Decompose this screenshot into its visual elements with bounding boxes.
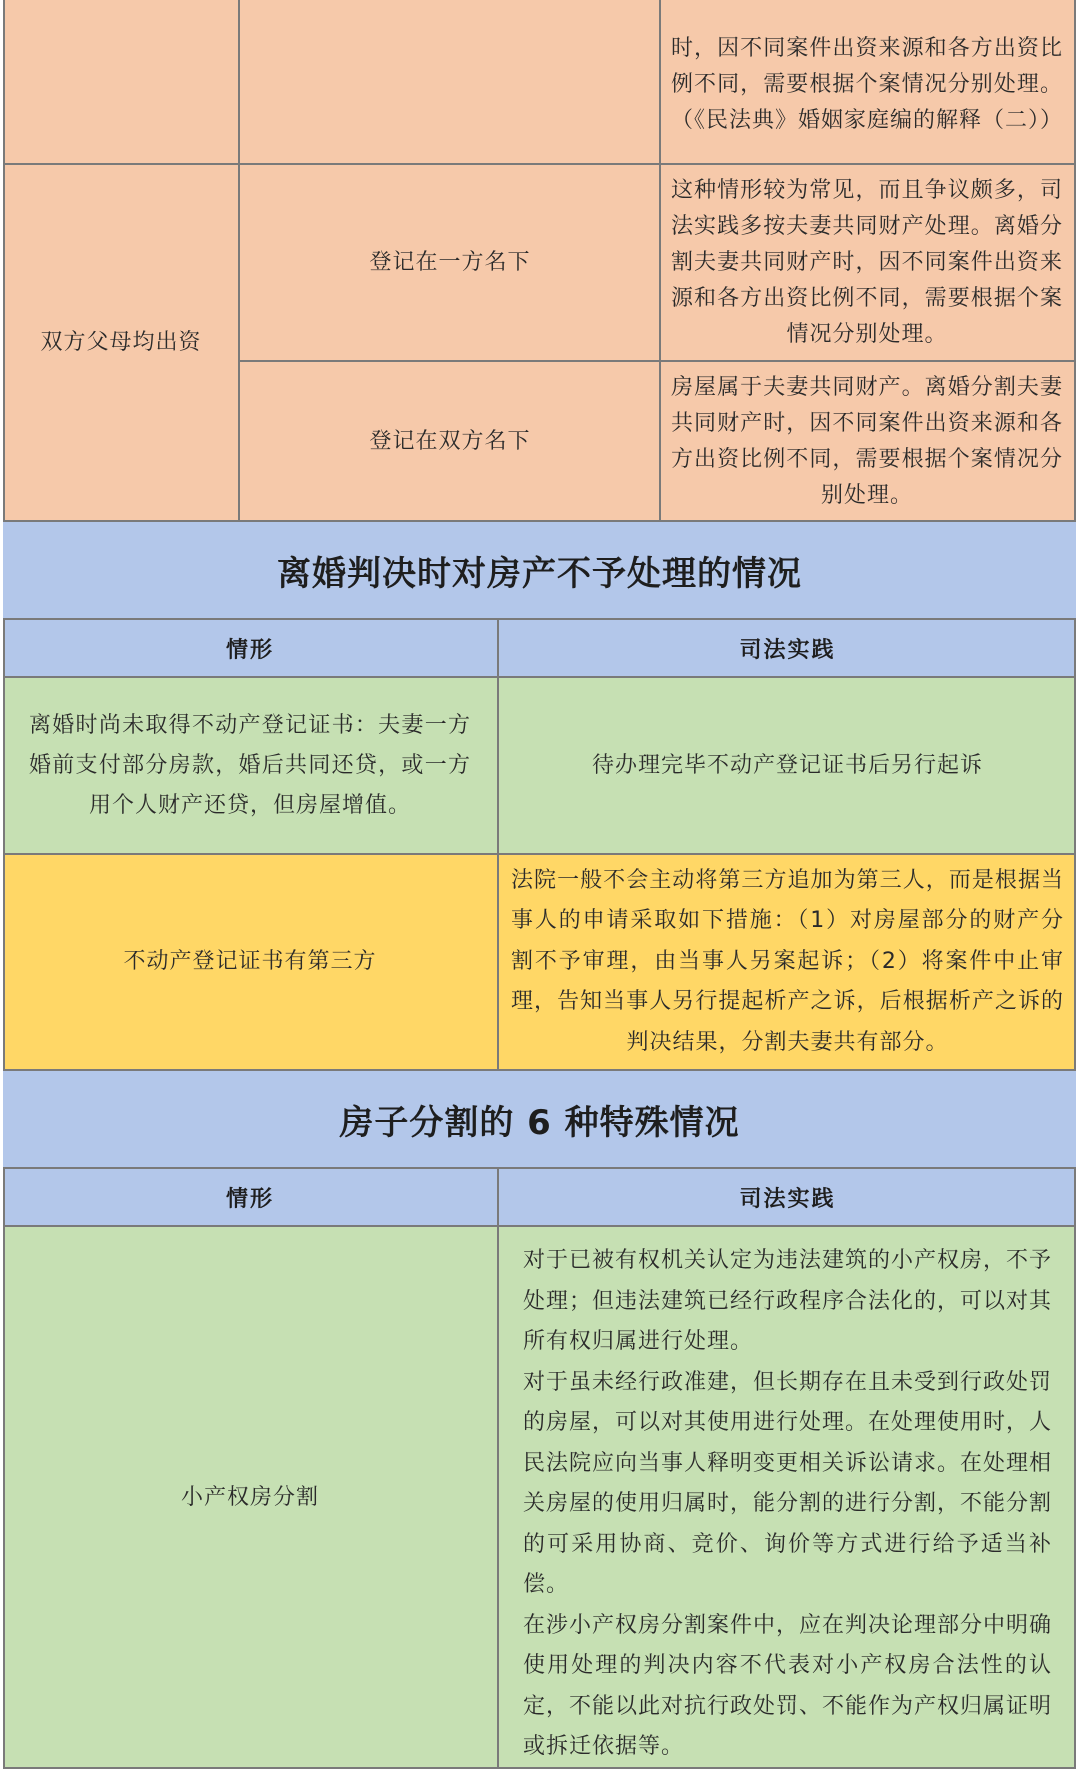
group-label: 双方父母均出资 bbox=[40, 330, 202, 355]
row1-condition: 登记在一方名下 bbox=[369, 250, 531, 275]
row2-note: 房屋属于夫妻共同财产。离婚分割夫妻共同财产时，因不同案件出资来源和各方出资比例不同，需要根据个案情况分别处理。 bbox=[671, 374, 1063, 508]
divider bbox=[1074, 0, 1076, 521]
divider bbox=[3, 853, 1076, 855]
section3-row-situation: 小产权房分割 bbox=[180, 1484, 319, 1510]
section2-row2-practice-cell bbox=[499, 855, 1076, 1069]
divider bbox=[3, 676, 1076, 678]
divider bbox=[3, 618, 1076, 620]
section2-row2-situation-cell bbox=[3, 855, 497, 1069]
section2-banner bbox=[3, 522, 1076, 618]
divider bbox=[3, 1167, 1076, 1169]
row1-condition-cell bbox=[240, 165, 660, 361]
practice-paragraph: 对于虽未经行政准建，但长期存在且未受到行政处罚的房屋，可以对其使用进行处理。在处理使用时，人民法院应向当事人释明变更相关诉讼请求。在处理相关房屋的使用归属时，能分割的进行分割，不能分割的可采用协商、竞价、询价等方式进行给予适当补偿。 bbox=[523, 1369, 1053, 1597]
divider bbox=[1074, 618, 1076, 1071]
row0-note-cell bbox=[661, 6, 1073, 164]
section3-header-col1: 情形 bbox=[225, 1186, 274, 1212]
practice-paragraph: 在涉小产权房分割案件中，应在判决论理部分中明确使用处理的判决内容不代表对小产权房合法性的认定，不能以此对抗行政处罚、不能作为产权归属证明或拆迁依据等。 bbox=[523, 1612, 1053, 1759]
divider bbox=[3, 1767, 1076, 1769]
section2-header-practice bbox=[499, 620, 1076, 676]
section3-row-situation-cell bbox=[3, 1227, 497, 1768]
section3-row-practice-cell bbox=[499, 1227, 1076, 1768]
section2-row1-situation-cell bbox=[3, 678, 497, 853]
divider bbox=[3, 163, 1076, 165]
divider bbox=[3, 1167, 5, 1769]
row2-condition: 登记在双方名下 bbox=[369, 428, 531, 454]
section2-header-col1: 情形 bbox=[225, 637, 274, 663]
divider bbox=[238, 0, 240, 521]
divider bbox=[497, 1167, 499, 1769]
divider bbox=[3, 0, 5, 521]
section3-header-practice bbox=[499, 1169, 1076, 1225]
divider bbox=[659, 0, 661, 521]
divider bbox=[497, 618, 499, 1071]
row2-note-cell bbox=[661, 362, 1073, 521]
divider bbox=[3, 618, 5, 1071]
section3-banner bbox=[3, 1071, 1076, 1167]
section2-row1-situation: 离婚时尚未取得不动产登记证书：夫妻一方婚前支付部分房款，婚后共同还贷，或一方用个人财产还贷，但房屋增值。 bbox=[29, 712, 471, 818]
section3-header-situation bbox=[3, 1169, 497, 1225]
row1-note: 这种情形较为常见，而且争议颇多，司法实践多按夫妻共同财产处理。离婚分割夫妻共同财产时，因不同案件出资来源和各方出资比例不同，需要根据个案情况分别处理。 bbox=[671, 178, 1063, 347]
practice-paragraph: 对于已被有权机关认定为违法建筑的小产权房，不予处理；但违法建筑已经行政程序合法化的，可以对其所有权归属进行处理。 bbox=[523, 1248, 1053, 1354]
section2-title: 离婚判决时对房产不予处理的情况 bbox=[277, 553, 802, 594]
section2-row1-practice-cell bbox=[499, 678, 1076, 853]
section2-row1-practice: 待办理完毕不动产登记证书后另行起诉 bbox=[591, 752, 983, 778]
row1-note-cell bbox=[661, 165, 1073, 361]
group-label-cell bbox=[3, 165, 239, 521]
section2-row2-practice: 法院一般不会主动将第三方追加为第三人，而是根据当事人的申请采取如下措施：（1）对房屋部分的财产分割不予审理，由当事人另案起诉；（2）将案件中止审理，告知当事人另行提起析产之诉，后根据析产之诉的判决结果，分割夫妻共有部分。 bbox=[511, 867, 1064, 1055]
divider bbox=[1074, 1167, 1076, 1769]
row2-condition-cell bbox=[240, 362, 660, 521]
divider bbox=[3, 1225, 1076, 1227]
section3-header-col2: 司法实践 bbox=[739, 1186, 836, 1212]
section2-row2-situation: 不动产登记证书有第三方 bbox=[123, 949, 377, 974]
row0-note: 时，因不同案件出资来源和各方出资比例不同，需要根据个案情况分别处理。（《民法典》婚姻家庭编的解释（二）） bbox=[671, 36, 1064, 133]
divider bbox=[238, 360, 1076, 362]
section2-header-col2: 司法实践 bbox=[739, 637, 836, 663]
section2-header-situation bbox=[3, 620, 497, 676]
section3-title: 房子分割的 6 种特殊情况 bbox=[339, 1102, 740, 1143]
